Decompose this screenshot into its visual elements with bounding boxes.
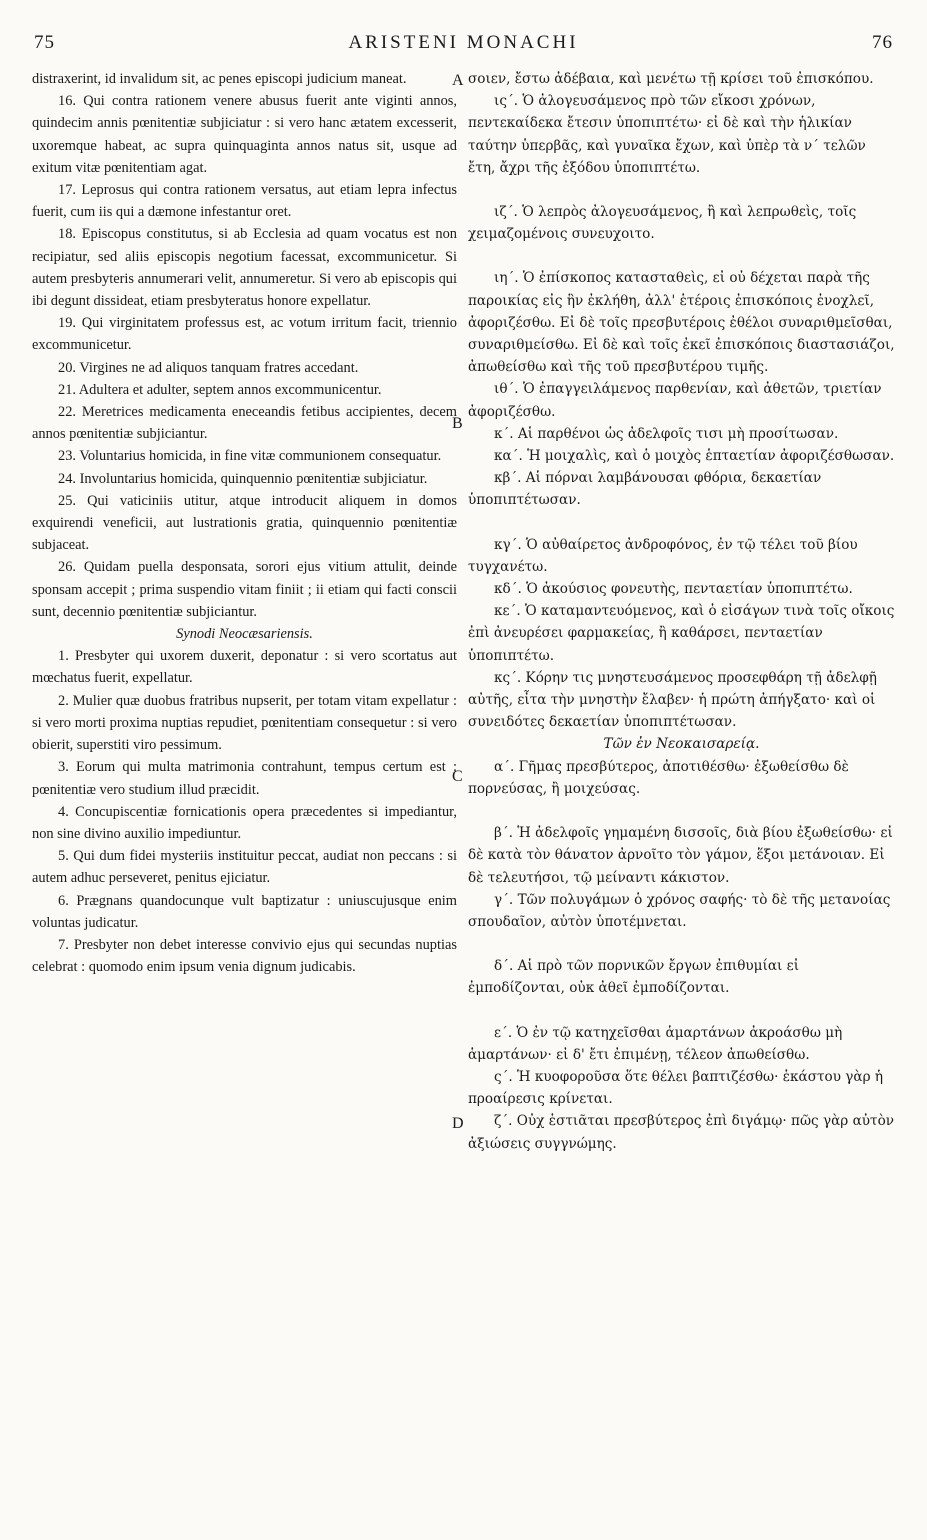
latin-canon-16: 16. Qui contra rationem venere abusus fuerit ante viginti annos, quindecim annis pœnitentiæ subjiciatur : si vero hanc ætatem excesserit, uxoremque habeat, ac supra quinquaginta annos natus sit, usque ad exitum vitæ pœnitentiam agat. (32, 93, 457, 176)
greek-neo-canon-4: δ΄. Αἱ πρὸ τῶν πορνικῶν ἔργων ἐπιθυμίαι εἰ ἐμποδίζονται, οὐκ ἀθεῖ ἐμποδίζονται. (468, 958, 800, 997)
latin-neo-canon-5: 5. Qui dum fidei mysteriis instituitur peccat, audiat non peccans : si autem adhuc perseveret, penitus ejiciatur. (32, 848, 457, 887)
latin-canon-25: 25. Qui vaticiniis utitur, atque introducit aliquem in domos exquirendi veneficii, aut lustrationis gratia, quinquennio pœnitentiæ subjaceat. (32, 492, 457, 554)
latin-canon-17: 17. Leprosus qui contra rationem versatus, aut etiam lepra infectus fuerit, cum iis qui a dæmone infestantur oret. (32, 182, 457, 221)
greek-canon-19: ιθ΄. Ὁ ἐπαγγειλάμενος παρθενίαν, καὶ ἀθετῶν, τριετίαν ἀφοριζέσθω. (468, 381, 882, 420)
latin-paragraph: distraxerint, id invalidum sit, ac penes episcopi judicium maneat. (32, 71, 407, 87)
running-title: ARISTENI MONACHI (348, 32, 579, 53)
latin-canon-18: 18. Episcopus constitutus, si ab Ecclesia ad quam vocatus est non recipiatur, sed aliis episcopis negotium facessat, excommunicetur. Si autem presbyteris annumerari velit, annumeretur. Si vero ab episcopis qui ibi degunt dissideat, etiam presbyteratus honore expellatur. (32, 226, 457, 310)
latin-neo-canon-6: 6. Prægnans quandocunque vult baptizatur : uniuscujusque enim voluntas judicatur. (32, 892, 457, 931)
latin-neo-canon-3: 3. Eorum qui multa matrimonia contrahunt, tempus certum est : pœnitentiæ vero studium illud præcidit. (32, 759, 457, 798)
margin-marker-a: A (452, 72, 464, 89)
greek-neo-canon-2: β΄. Ἡ ἀδελφοῖς γημαμένη δισσοῖς, διὰ βίου ἐξωθείσθω· εἰ δὲ κατὰ τὸν θάνατον ἀρνοῖτο τὸν γάμον, ἕξοι μετάνοιαν. Εἰ δὲ τελευτήσοι, τῷ μείναντι κάκιστον. (468, 825, 893, 886)
greek-column (468, 68, 895, 1155)
latin-neo-canon-4: 4. Concupiscentiæ fornicationis opera præcedentes si impediantur, non sine divino auxilio impediuntur. (32, 803, 457, 842)
latin-neo-canon-2: 2. Mulier quæ duobus fratribus nupserit, per totam vitam expellatur : si vero morti proxima nuptias repudiet, pœnitentiam consequetur : si vero obierit, superstiti viro pessimum. (32, 692, 457, 754)
latin-column (32, 68, 457, 978)
latin-neo-canon-7: 7. Presbyter non debet interesse convivio ejus qui secundas nuptias celebrat : quomodo enim ipsum venia dignum judicabis. (32, 936, 457, 976)
margin-marker-b: B (452, 415, 463, 432)
latin-canon-24: 24. Involuntarius homicida, quinquennio pœnitentiæ subjiciatur. (58, 470, 428, 487)
page-header (34, 32, 893, 62)
greek-canon-17: ιζ΄. Ὁ λεπρὸς ἀλογευσάμενος, ἢ καὶ λεπρωθεὶς, τοῖς χειμαζομένοις συνευχοιτο. (468, 204, 857, 243)
greek-section-heading: Τῶν ἐν Νεοκαισαρείᾳ. (603, 736, 760, 753)
greek-canon-23: κγ΄. Ὁ αὐθαίρετος ἀνδροφόνος, ἐν τῷ τέλει τοῦ βίου τυγχανέτω. (468, 536, 858, 575)
latin-section-heading: Synodi Neocæsariensis. (176, 626, 313, 643)
margin-marker-d: D (452, 1115, 464, 1132)
greek-canon-26: κς΄. Κόρην τις μνηστευσάμενος προσεφθάρη τῇ ἀδελφῇ αὐτῆς, εἶτα τὴν μνηστὴν ἔλαβεν· ἡ πρώτη ἀπήγξατο· καὶ οἱ συνειδότες δεκαετίαν ὑποπιπτέτωσαν. (468, 669, 877, 731)
latin-canon-21: 21. Adultera et adulter, septem annos excommunicentur. (58, 381, 382, 398)
latin-canon-23: 23. Voluntarius homicida, in fine vitæ communionem consequatur. (58, 448, 442, 465)
greek-canon-18: ιη΄. Ὁ ἐπίσκοπος κατασταθεὶς, εἰ οὐ δέχεται παρὰ τῆς παροικίας εἰς ἣν ἐκλήθη, ἀλλ' ἑτέροις ἐπισκόποις ἐνοχλεῖ, ἀφοριζέσθω. Εἰ δὲ τοῖς πρεσβυτέροις ἐθέλοι συναριθμεῖσθαι, συναριθμείσθω. Εἰ δὲ καὶ τοῖς ἐκεῖ ἐπισκόποις διαστασιάζοι, ἀπωθείσθω καὶ τῆς τοῦ πρεσβυτέρου τιμῆς. (468, 270, 895, 376)
greek-canon-16: ις΄. Ὁ ἀλογευσάμενος πρὸ τῶν εἴκοσι χρόνων, πεντεκαίδεκα ἔτεσιν ὑποπιπτέτω· εἰ δὲ καὶ τὴν ἡλικίαν ταύτην ὑπερβᾶς, καὶ γυναῖκα ἔχων, καὶ ὑπὲρ τὰ ν΄ τελῶν ἔτη, ἄχρι τῆς ἐξόδου ὑποπιπτέτω. (468, 93, 866, 176)
latin-canon-26: 26. Quidam puella desponsata, sorori ejus vitium attulit, deinde sponsam accepit ; prima suspendio vitam finiit ; ii etiam qui facti conscii sunt, decennio pœnitentiæ subjiciantur. (32, 559, 457, 620)
margin-marker-c: C (452, 768, 463, 785)
greek-neo-canon-7: ζ΄. Οὐχ ἑστιᾶται πρεσβύτερος ἐπὶ διγάμῳ· πῶς γὰρ αὐτὸν ἀξιώσεις συγγνώμης. (468, 1113, 895, 1152)
greek-canon-22: κβ΄. Αἱ πόρναι λαμβάνουσαι φθόρια, δεκαετίαν ὑποπιπτέτωσαν. (468, 470, 822, 509)
greek-canon-21: κα΄. Ἡ μοιχαλὶς, καὶ ὁ μοιχὸς ἑπταετίαν ἀφοριζέσθωσαν. (494, 448, 895, 465)
greek-neo-canon-5: ε΄. Ὁ ἐν τῷ κατηχεῖσθαι ἁμαρτάνων ἀκροάσθω μὴ ἁμαρτάνων· εἰ δ' ἔτι ἐπιμένῃ, τέλεον ἀπωθείσθω. (468, 1024, 843, 1063)
greek-paragraph: σοιεν, ἔστω ἀδέβαια, καὶ μενέτω τῇ κρίσει τοῦ ἐπισκόπου. (468, 71, 874, 87)
greek-canon-25: κε΄. Ὁ καταμαντευόμενος, καὶ ὁ εἰσάγων τινὰ τοῖς οἴκοις ἐπὶ ἀνευρέσει φαρμακείας, ἢ καθάρσει, πενταετίαν ὑποπιπτέτω. (468, 603, 895, 664)
latin-canon-20: 20. Virgines ne ad aliquos tanquam fratres accedant. (58, 359, 359, 376)
page-number-left: 75 (34, 32, 55, 53)
greek-neo-canon-6: ς΄. Ἡ κυοφοροῦσα ὅτε θέλει βαπτιζέσθω· ἑκάστου γὰρ ἡ προαίρεσις κρίνεται. (468, 1068, 884, 1108)
greek-canon-20: κ΄. Αἱ παρθένοι ὡς ἀδελφοῖς τισι μὴ προσίτωσαν. (494, 425, 839, 442)
greek-neo-canon-1: α΄. Γῆμας πρεσβύτερος, ἀποτιθέσθω· ἐξωθείσθω δὲ πορνεύσας, ἢ μοιχεύσας. (468, 758, 849, 797)
latin-canon-22: 22. Meretrices medicamenta eneceandis fetibus accipientes, decem annos pœnitentiæ subjiciantur. (32, 404, 457, 443)
greek-canon-24: κδ΄. Ὁ ἀκούσιος φονευτὴς, πενταετίαν ὑποπιπτέτω. (494, 581, 853, 598)
greek-neo-canon-3: γ΄. Τῶν πολυγάμων ὁ χρόνος σαφής· τὸ δὲ τῆς μετανοίας σπουδαῖον, αὐτὸν ὑποτέμνεται. (468, 891, 891, 930)
page-number-right: 76 (872, 32, 893, 53)
latin-canon-19: 19. Qui virginitatem professus est, ac votum irritum facit, triennio excommunicetur. (32, 315, 457, 354)
latin-neo-canon-1: 1. Presbyter qui uxorem duxerit, deponatur : si vero scortatus aut mœchatus fuerit, expellatur. (32, 648, 457, 687)
